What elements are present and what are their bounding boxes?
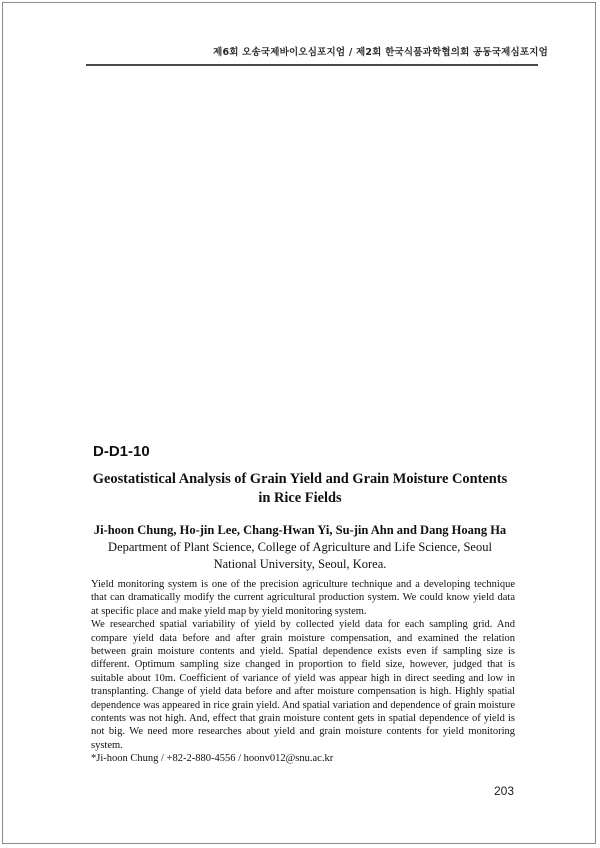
running-header: 제6회 오송국제바이오심포지엄 / 제2회 한국식품과학협의회 공동국제심포지엄: [213, 47, 548, 58]
abstract-paragraph: We researched spatial variability of yield by collected yield data for each sampling grid. And compare yield data before and after grain moisture compensation, and examined the relation between grain moisture contents and yield. Spatial dependence exists even if sampling size is different. Optimum sampling size changed in proportion to field size, however, judged that is suitable about 10m. Coefficient of variance of yield was appear high in direct seeding and low in transplanting. Change of yield data before and after moisture compensation is high. Highly spatial dependence was appeared in rice grain yield. And spatial variation and dependence of grain moisture contents was not high. And, effect that grain moisture content gets in spatial dependence of yield is not big. We need more researches about yield and grain moisture contents for yield monitoring system.: [91, 619, 515, 751]
corresponding-author-contact: *Ji-hoon Chung / +82-2-880-4556 / hoonv012@snu.ac.kr: [91, 753, 334, 765]
affiliation: Department of Plant Science, College of Agriculture and Life Science, Seoul National University, Seoul, Korea.: [108, 540, 492, 571]
author-list: Ji-hoon Chung, Ho-jin Lee, Chang-Hwan Yi, Su-jin Ahn and Dang Hoang Ha: [93, 523, 507, 537]
header-rule: [86, 64, 538, 66]
page-number: 203: [493, 784, 514, 798]
abstract-paragraph: Yield monitoring system is one of the precision agriculture technique and a developing technique that can dramatically modify the current agricultural production system. We could know yield data at specific place and make yield map by yield monitoring system.: [91, 579, 515, 617]
paper-title: Geostatistical Analysis of Grain Yield and Grain Moisture Contents in Rice Fields: [92, 471, 508, 506]
session-code: D-D1-10: [93, 443, 150, 460]
abstract: [91, 578, 515, 766]
